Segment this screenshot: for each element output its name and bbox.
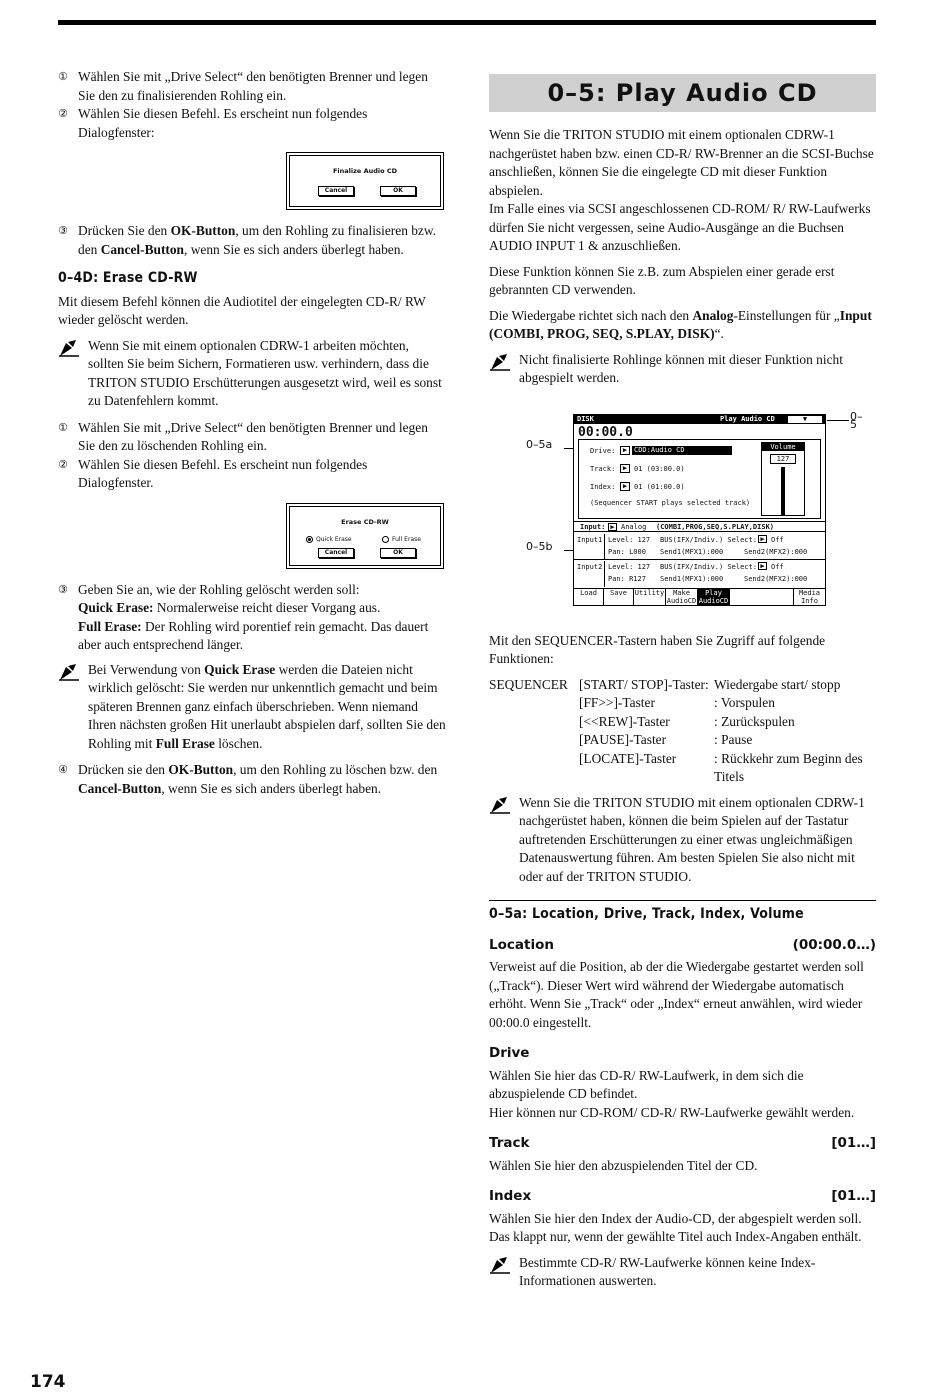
pen-note-icon [489,794,519,887]
callout-05: 0–5 [850,409,863,431]
page-number: 174 [30,1372,66,1392]
lcd-tab-bar [574,588,825,606]
cancel-button: Cancel [318,186,354,196]
ok-button: OK [380,186,416,196]
erase-dialog-image [286,503,444,569]
bus-arrow-icon: ▶ [758,562,767,570]
callout-05b: 0–5b [526,539,553,553]
pen-note-icon [489,351,519,388]
input-arrow-icon: ▶ [608,523,617,531]
param-location-heading: Location (00:00.0…) [489,936,876,953]
section-title: 0–5: Play Audio CD [489,74,876,112]
step-b1: ① Wählen Sie mit „Drive Select“ den benötigten Brenner und legen Sie den zu löschenden Rohling ein. [58,419,428,453]
para-sequencer: Mit den SEQUENCER-Tastern haben Sie Zugriff auf folgende Funktionen: [489,632,826,666]
step-b3: ③ Geben Sie an, wie der Rohling gelöscht werden soll: Quick Erase: Normalerweise reicht dieser Vorgang aus. Full Erase: Der Rohling wird porentief rein gemacht. Das dauert aber auch entsprechend länger. [58,581,429,652]
input-row: Input: ▶ Analog (COMBI,PROG,SEQ,S.PLAY,DISK) [574,521,825,532]
param-index-heading: Index [01…] [489,1188,876,1204]
note-5: Bestimmte CD-R/ RW-Laufwerke können keine Index-Informationen auswerten. [489,1254,876,1291]
param-track-heading: Track [01…] [489,1135,876,1151]
tab-save: Save [604,589,634,606]
top-rule [58,20,876,25]
step-a1: ① Wählen Sie mit „Drive Select“ den benötigten Brenner und legen Sie den zu finalisierenden Rohling ein. [58,69,428,103]
index-arrow-icon: ▶ [620,482,630,491]
pen-note-icon [58,337,88,411]
tab-media-info: Media Info [793,589,825,606]
volume-slider: Volume 127 [761,442,805,516]
sequencer-table: SEQUENCER [START/ STOP]-Taster: Wiedergabe start/ stopp [FF>>]-Taster : Vorspulen [<<REW]-Taster : Zurückspulen [PAUSE]-Taster : Pause [LOCATE]-Taster : Rückkehr zum Beginn des Titels [489,676,863,784]
input1-block: Input1 Level: 127 BUS(IFX/Indiv.) Select: ▶ Off Pan: L000 Send1(MFX1):000 Send2(MFX2):000 [574,534,825,560]
dialog-title: Finalize Audio CD [332,167,398,175]
lcd-screen-image: 0–5a 0–5b 0–5 DISK Play Audio CD ▼ 00:00.0 Drive: ▶ CDD:Audio CD Track: ▶ 01 (03:00.0) Index: ▶ 01 (01:00.0) (Sequencer START plays selected track) Volume 127 Input: ▶ Analog (COMBI,PROG,SEQ,S.PLAY,DISK) Input1 Level: 127 BUS(IFX/Indiv.) Select: ▶ Off Pan: L000 Send1(MFX1):000 Send2(MFX2):000 Input2 Level: 127 BUS(IFX/Indiv.) Select: ▶ Off Pan: R127 Send1(MFX1):000 Send2(MFX2):000 Load Save Utility Make AudioCD Play AudioCD Media Info [526,409,863,605]
step-b4: ④ Drücken sie den OK-Button, um den Rohling zu löschen bzw. den Cancel-Button, wenn Sie es sich anders überlegt haben. [58,762,438,796]
intro-4d: Mit diesem Befehl können die Audiotitel der eingelegten CD-R/ RW wieder gelöscht werden. [58,293,426,327]
note-3: Nicht finalisierte Rohlinge können mit dieser Funktion nicht abgespielt werden. [489,351,876,388]
tab-make-audiocd: Make AudioCD [666,588,697,605]
track-arrow-icon: ▶ [620,464,630,473]
step-a2: ② Wählen Sie diesen Befehl. Es erscheint nun folgendes Dialogfenster: [58,106,368,140]
param-drive-text-2: Hier können nur CD-ROM/ CD-R/ RW-Laufwerke gewählt werden. [489,1104,855,1120]
cancel-button: Cancel [318,548,354,558]
note-2: Bei Verwendung von Quick Erase werden die Dateien nicht wirklich gelöscht: Sie werden nur unkenntlich gemacht und beim späteren Brennen ganz einfach überschrieben. Wenn niemand Ihren nächsten großen Hit unerlaubt abspielen darf, sollten Sie den Rohling mit Full Erase löschen. [58,661,446,754]
tab-play-audiocd: Play AudioCD [698,588,729,605]
pen-note-icon [58,661,88,754]
step-a3: ③ Drücken Sie den OK-Button, um den Rohling zu finalisieren bzw. den Cancel-Button, wenn Sie es sich anders überlegt haben. [58,223,437,257]
bus-arrow-icon: ▶ [758,535,767,543]
note-4: Wenn Sie die TRITON STUDIO mit einem optionalen CDRW-1 nachgerüstet haben, können die beim Spielen auf der Tastatur auftretenden Erschütterungen zu einer etwas ungleichmäßigen Datenauswertung führen. Am besten Spielen Sie also nicht mit oder auf der TRITON STUDIO. [489,794,876,887]
callout-05a: 0–5a [526,437,553,451]
intro-para: Wenn Sie die TRITON STUDIO mit einem optionalen CDRW-1 nachgerüstet haben bzw. einen CD-R/ RW-Brenner an die SCSI-Buchse anschließen, können Sie die eingelegte CD mit dieser Funktion abspielen. [489,127,874,198]
section-heading-05a: 0–5a: Location, Drive, Track, Index, Volume [489,900,876,924]
intro-para-2: Im Falle eines via SCSI angeschlossenen CD-ROM/ R/ RW-Laufwerks dürfen Sie nicht vergessen, seine Audio-Ausgänge an die Buchsen AUDIO INPUT 1 & anzuschließen. [489,201,871,253]
input2-block: Input2 Level: 127 BUS(IFX/Indiv.) Select: ▶ Off Pan: R127 Send1(MFX1):000 Send2(MFX2):000 [574,561,825,587]
full-erase-radio: Full Erase [382,531,421,550]
param-drive-text: Wählen Sie hier das CD-R/ RW-Laufwerk, in dem sich die abzuspielende CD befindet. [489,1067,804,1101]
param-location-text: Verweist auf die Position, ab der die Wiedergabe gestartet werden soll („Track“). Dieser Wert wird während der Wiedergabe automatisch erhöht. Wenn Sie „Track“ oder „Index“ erneut anwählen, wird wieder 00:00.0 eingestellt. [489,959,864,1030]
quick-erase-radio: Quick Erase [306,531,352,550]
left-column [58,68,446,798]
param-drive-heading: Drive [489,1045,530,1061]
menu-dropdown-icon: ▼ [788,416,822,423]
section-heading-4d: 0–4D: Erase CD-RW [58,270,198,286]
tab-utility: Utility [634,589,666,606]
ok-button: OK [380,548,416,558]
note-1: Wenn Sie mit einem optionalen CDRW-1 arbeiten möchten, sollten Sie beim Sichern, Formatieren usw. verhindern, dass die TRITON STUDIO Erschütterungen ausgesetzt wird, weil es sonst zu Datenfehlern kommt. [58,337,446,411]
param-index-text: Wählen Sie hier den Index der Audio-CD, der abgespielt werden soll. Das klappt nur, wenn der gewählte Titel auch Index-Angaben enthält. [489,1210,862,1244]
pen-note-icon [489,1254,519,1291]
dialog-title: Erase CD-RW [341,517,389,526]
tab-load: Load [574,589,604,606]
finalize-dialog-image [286,152,444,210]
step-b2: ② Wählen Sie diesen Befehl. Es erscheint nun folgendes Dialogfenster. [58,456,368,490]
param-track-text: Wählen Sie hier den abzuspielenden Titel der CD. [489,1157,758,1173]
drive-arrow-icon: ▶ [620,446,630,455]
lcd-header: DISK Play Audio CD ▼ [574,415,825,424]
para-analog: Die Wiedergabe richtet sich nach den Analog-Einstellungen für „Input (COMBI, PROG, SEQ, S.PLAY, DISK)“. [489,307,872,341]
right-column [489,68,876,1299]
para-usage: Diese Funktion können Sie z.B. zum Abspielen einer gerade erst gebrannten CD verwenden. [489,263,835,297]
lcd-time: 00:00.0 [578,424,633,440]
